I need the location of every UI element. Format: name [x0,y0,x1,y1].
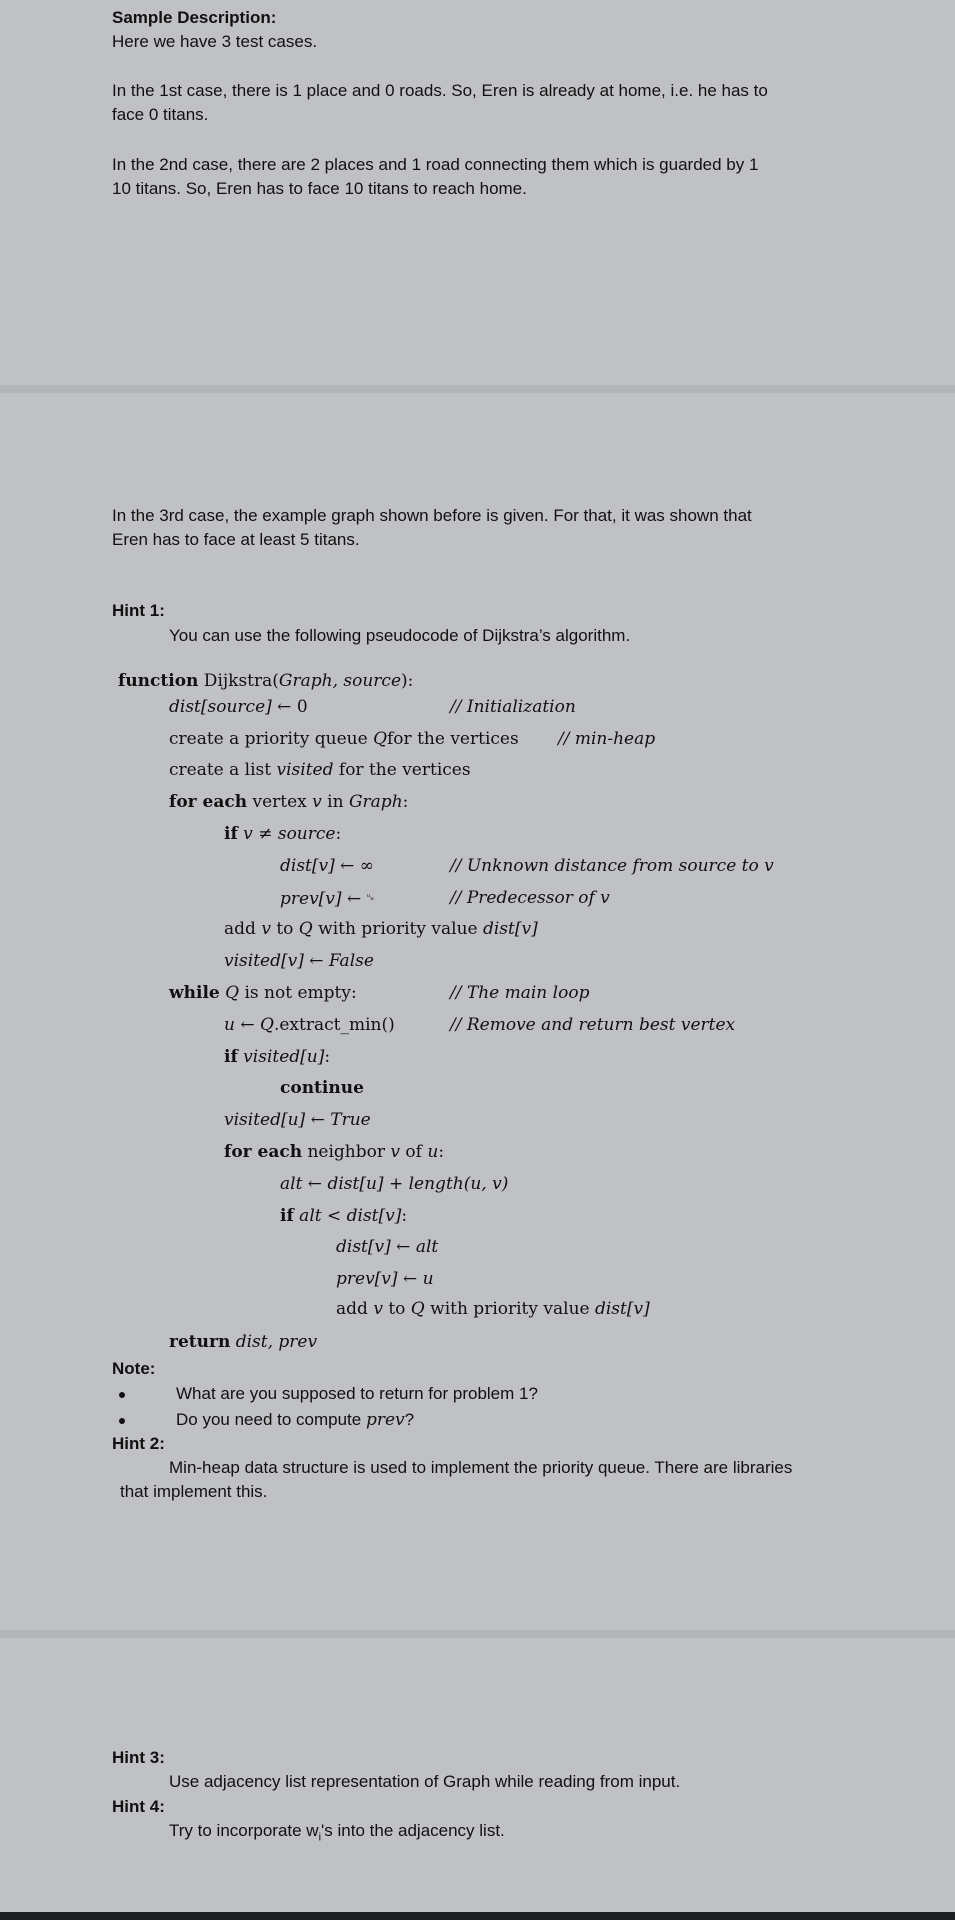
code-line-7: dist[v] ← ∞ [280,856,374,876]
sample-intro: Here we have 3 test cases. [112,32,318,51]
sample-heading: Sample Description: [112,8,277,27]
code-line-16: for each neighbor v of u: [224,1142,445,1162]
comment-min-heap: // min-heap [558,729,656,749]
code-line-18: if alt < dist[v]: [280,1206,408,1226]
hint2-line1: Min-heap data structure is used to implement the priority queue. There are libraries [169,1458,793,1477]
code-line-10: visited[v] ← False [224,951,374,971]
case2-line1: In the 2nd case, there are 2 places and 1 road connecting them which is guarded by 1 [112,155,759,174]
comment-predecessor: // Predecessor of v [450,888,610,908]
code-line-11: while Q is not empty: [169,983,357,1003]
hint1-text: You can use the following pseudocode of Dijkstra’s algorithm. [169,626,631,645]
note-item-2: Do you need to compute prev? [176,1410,415,1430]
code-line-9: add v to Q with priority value dist[v] [224,919,538,939]
code-line-8: prev[v] ← $^{ᵘ_n}$ [280,889,375,909]
hint3-text: Use adjacency list representation of Graph while reading from input. [169,1772,681,1791]
note-item-1: What are you supposed to return for problem 1? [176,1384,538,1403]
case3-line2: Eren has to face at least 5 titans. [112,530,360,549]
code-line-22: return dist, prev [169,1332,318,1352]
code-line-17: alt ← dist[u] + length(u, v) [280,1174,509,1194]
case1-line1: In the 1st case, there is 1 place and 0 roads. So, Eren is already at home, i.e. he has to [112,81,768,100]
code-line-3: create a priority queue Qfor the vertices [169,729,519,749]
code-line-14: continue [280,1078,364,1098]
code-line-4: create a list visited for the vertices [169,760,471,780]
case3-line1: In the 3rd case, the example graph shown before is given. For that, it was shown that [112,506,752,525]
comment-remove-best: // Remove and return best vertex [450,1015,736,1035]
code-line-21: add v to Q with priority value dist[v] [336,1299,650,1319]
hint1-label: Hint 1: [112,601,165,620]
bullet-icon [119,1418,125,1424]
hint3-label: Hint 3: [112,1748,165,1767]
comment-initialization: // Initialization [450,697,576,717]
code-line-12: u ← Q.extract_min() [224,1015,395,1035]
page-divider [0,385,955,393]
code-line-20: prev[v] ← u [336,1269,434,1289]
hint2-line2: that implement this. [120,1482,268,1501]
case1-line2: face 0 titans. [112,105,209,124]
case2-line2: 10 titans. So, Eren has to face 10 titans to reach home. [112,179,527,198]
hint2-label: Hint 2: [112,1434,165,1453]
code-line-15: visited[u] ← True [224,1110,371,1130]
bullet-icon [119,1392,125,1398]
note-label: Note: [112,1359,156,1378]
code-line-6: if v ≠ source: [224,824,342,844]
bottom-bar [0,1912,955,1920]
comment-unknown-distance: // Unknown distance from source to v [450,856,774,876]
hint4-text: Try to incorporate $w_i's$ into the adjacency list. [169,1821,505,1844]
code-line-2: dist[source] ← 0 [169,697,308,717]
code-line-13: if visited[u]: [224,1047,331,1067]
undefined-symbol: ᵘₙ [366,893,375,903]
code-line-1: function Dijkstra(Graph, source): [118,671,414,691]
page-divider [0,1630,955,1638]
comment-main-loop: // The main loop [450,983,590,1003]
hint4-label: Hint 4: [112,1797,165,1816]
code-line-19: dist[v] ← alt [336,1237,439,1257]
code-line-5: for each vertex v in Graph: [169,792,409,812]
